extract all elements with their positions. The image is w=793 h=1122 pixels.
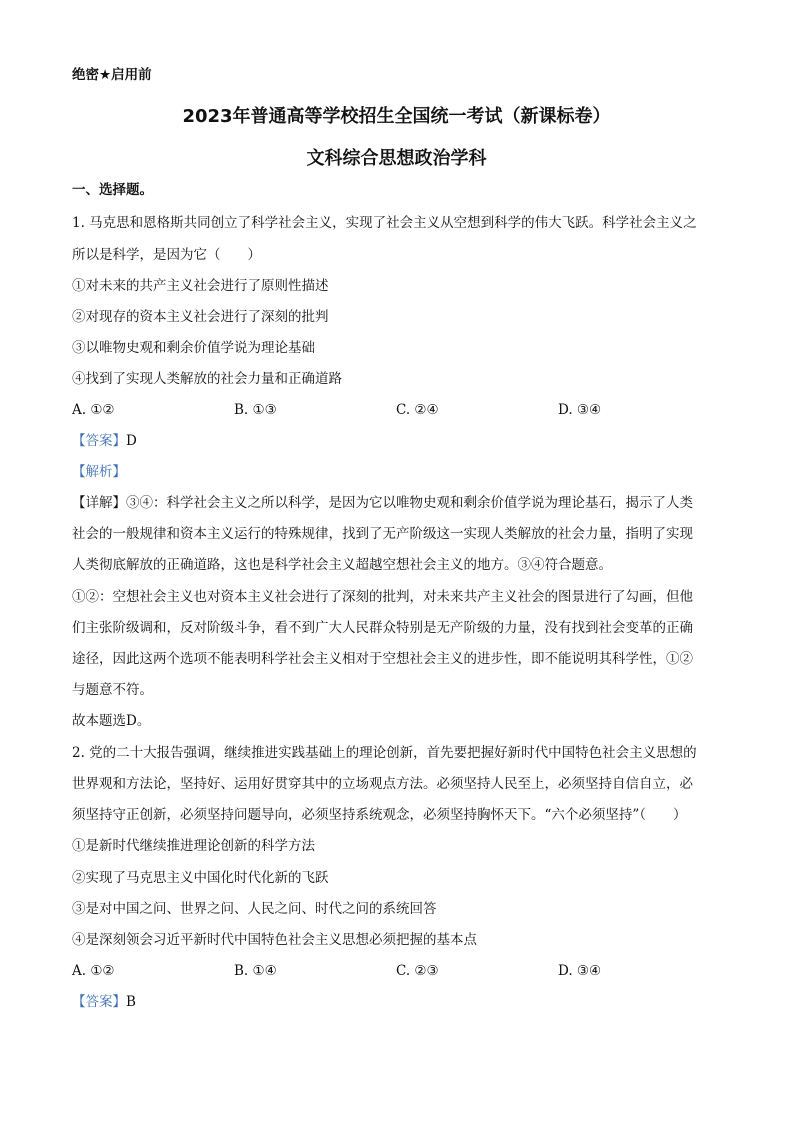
- q2-option-d: D. ③④: [558, 963, 602, 979]
- q1-stem-line1: 1. 马克思和恩格斯共同创立了科学社会主义，实现了社会主义从空想到科学的伟大飞跃。科学社会主义之: [72, 215, 697, 231]
- q2-option-b: B. ①④: [234, 963, 277, 979]
- q1-detail-line1: [72, 494, 693, 512]
- q2-answer: [72, 993, 136, 1011]
- answer-value: D: [126, 433, 137, 449]
- q1-statement-4: ④找到了实现人类解放的社会力量和正确道路: [72, 371, 342, 387]
- q1-detail-line2: 社会的一般规律和资本主义运行的特殊规律，找到了无产阶级这一实现人类解放的社会力量，指明了实现: [72, 526, 693, 542]
- answer-label: 【答案】: [72, 994, 126, 1010]
- q1-option-b: B. ①③: [234, 402, 277, 418]
- exam-subtitle: 文科综合思想政治学科: [306, 148, 487, 169]
- answer-value: B: [126, 994, 136, 1010]
- analysis-label: 【解析】: [72, 464, 126, 480]
- q1-detail-line7: 与题意不符。: [72, 682, 153, 698]
- q1-statement-2: ②对现存的资本主义社会进行了深刻的批判: [72, 309, 329, 325]
- q2-statement-2: ②实现了马克思主义中国化时代化新的飞跃: [72, 870, 329, 886]
- q1-option-c: C. ②④: [396, 402, 439, 418]
- q1-stem-line2: 所以是科学，是因为它（ ）: [72, 247, 261, 263]
- q1-conclusion: 故本题选D。: [72, 713, 151, 729]
- q2-stem-line1: 2. 党的二十大报告强调，继续推进实践基础上的理论创新，首先要把握好新时代中国特色社会主义思想的: [72, 745, 697, 761]
- q1-detail-line4: ①②：空想社会主义也对资本主义社会进行了深刻的批判，对未来共产主义社会的图景进行了勾画，但他: [72, 589, 693, 605]
- q2-stem-line2: 世界观和方法论，坚持好、运用好贯穿其中的立场观点方法。必须坚持人民至上，必须坚持自信自立，必: [72, 776, 693, 792]
- q1-option-a: A. ①②: [72, 402, 115, 418]
- q2-statement-3: ③是对中国之问、世界之问、人民之问、时代之问的系统回答: [72, 901, 437, 917]
- q2-statement-4: ④是深刻领会习近平新时代中国特色社会主义思想必须把握的基本点: [72, 932, 477, 948]
- q1-statement-1: ①对未来的共产主义社会进行了原则性描述: [72, 278, 329, 294]
- section-heading: 一、选择题。: [72, 182, 153, 198]
- q2-statement-1: ①是新时代继续推进理论创新的科学方法: [72, 838, 315, 854]
- detail-label: 【详解】: [72, 495, 126, 511]
- q2-option-a: A. ①②: [72, 963, 115, 979]
- secret-mark: 绝密★启用前: [72, 67, 152, 83]
- q1-detail-line5: 们主张阶级调和，反对阶级斗争，看不到广大人民群众特别是无产阶级的力量，没有找到社会变革的正确: [72, 620, 693, 636]
- exam-title: 2023年普通高等学校招生全国统一考试（新课标卷）: [182, 106, 611, 127]
- q1-statement-3: ③以唯物史观和剩余价值学说为理论基础: [72, 340, 315, 356]
- q1-answer: [72, 432, 137, 450]
- q2-stem-line3: 须坚持守正创新，必须坚持问题导向，必须坚持系统观念，必须坚持胸怀天下。“六个必须坚持”（ ）: [72, 807, 687, 823]
- q2-option-c: C. ②③: [396, 963, 439, 979]
- answer-label: 【答案】: [72, 433, 126, 449]
- detail-text: ③④：科学社会主义之所以科学，是因为它以唯物史观和剩余价值学说为理论基石，揭示了人类: [126, 495, 693, 511]
- q1-detail-line3: 人类彻底解放的正确道路，这也是科学社会主义超越空想社会主义的地方。③④符合题意。: [72, 557, 612, 573]
- q1-option-d: D. ③④: [558, 402, 602, 418]
- q1-detail-line6: 途径，因此这两个选项不能表明科学社会主义相对于空想社会主义的进步性，即不能说明其科学性，①②: [72, 651, 693, 667]
